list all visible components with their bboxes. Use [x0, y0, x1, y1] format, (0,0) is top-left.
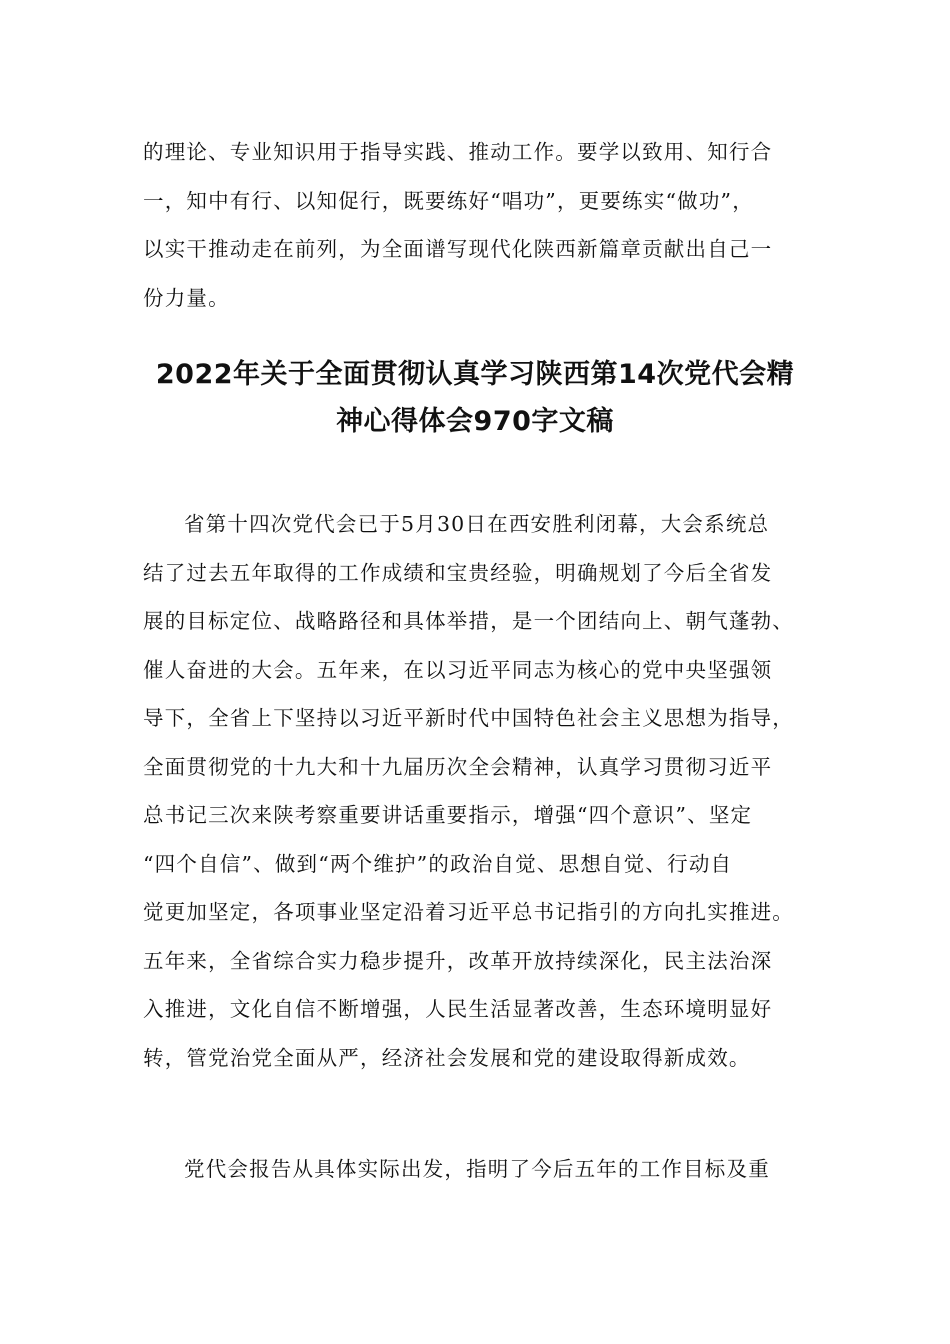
paragraph-line: 党代会报告从具体实际出发，指明了今后五年的工作目标及重	[184, 1157, 770, 1181]
paragraph-line: 省第十四次党代会已于5月30日在西安胜利闭幕，大会系统总	[184, 512, 770, 536]
paragraph-line: 结了过去五年取得的工作成绩和宝贵经验，明确规划了今后全省发	[143, 560, 773, 585]
paragraph-line: 五年来，全省综合实力稳步提升，改革开放持续深化，民主法治深	[143, 948, 773, 973]
paragraph-line: 的理论、专业知识用于指导实践、推动工作。要学以致用、知行合	[143, 140, 773, 164]
paragraph-line: 入推进，文化自信不断增强，人民生活显著改善，生态环境明显好	[143, 997, 773, 1021]
paragraph-line: 总书记三次来陕考察重要讲话重要指示，增强“四个意识”、坚定	[143, 803, 753, 827]
body-paragraph-1	[143, 500, 823, 1082]
paragraph-line: 催人奋进的大会。五年来，在以习近平同志为核心的党中央坚强领	[143, 657, 773, 682]
paragraph-line: 导下，全省上下坚持以习近平新时代中国特色社会主义思想为指导，	[143, 706, 794, 730]
paragraph-line: 一，知中有行、以知促行，既要练好“唱功”，更要练实“做功”，	[143, 188, 754, 213]
paragraph-line: 全面贯彻党的十九大和十九届历次全会精神，认真学习贯彻习近平	[143, 754, 773, 779]
paragraph-line: 展的目标定位、战略路径和具体举措，是一个团结向上、朝气蓬勃、	[143, 609, 794, 633]
paragraph-line: 份力量。	[143, 285, 230, 310]
body-paragraph-2	[143, 1145, 823, 1194]
paragraph-line: 觉更加坚定，各项事业坚定沿着习近平总书记指引的方向扎实推进。	[143, 900, 794, 924]
paragraph-line: 以实干推动走在前列，为全面谱写现代化陕西新篇章贡献出自己一	[143, 237, 773, 261]
title-line: 神心得体会970字文稿	[336, 406, 614, 437]
document-title	[110, 351, 840, 445]
paragraph-line: “四个自信”、做到“两个维护”的政治自觉、思想自觉、行动自	[143, 851, 733, 876]
top-paragraph	[143, 128, 823, 322]
title-line: 2022年关于全面贯彻认真学习陕西第14次党代会精	[155, 359, 795, 390]
paragraph-line: 转，管党治党全面从严，经济社会发展和党的建设取得新成效。	[143, 1045, 751, 1070]
